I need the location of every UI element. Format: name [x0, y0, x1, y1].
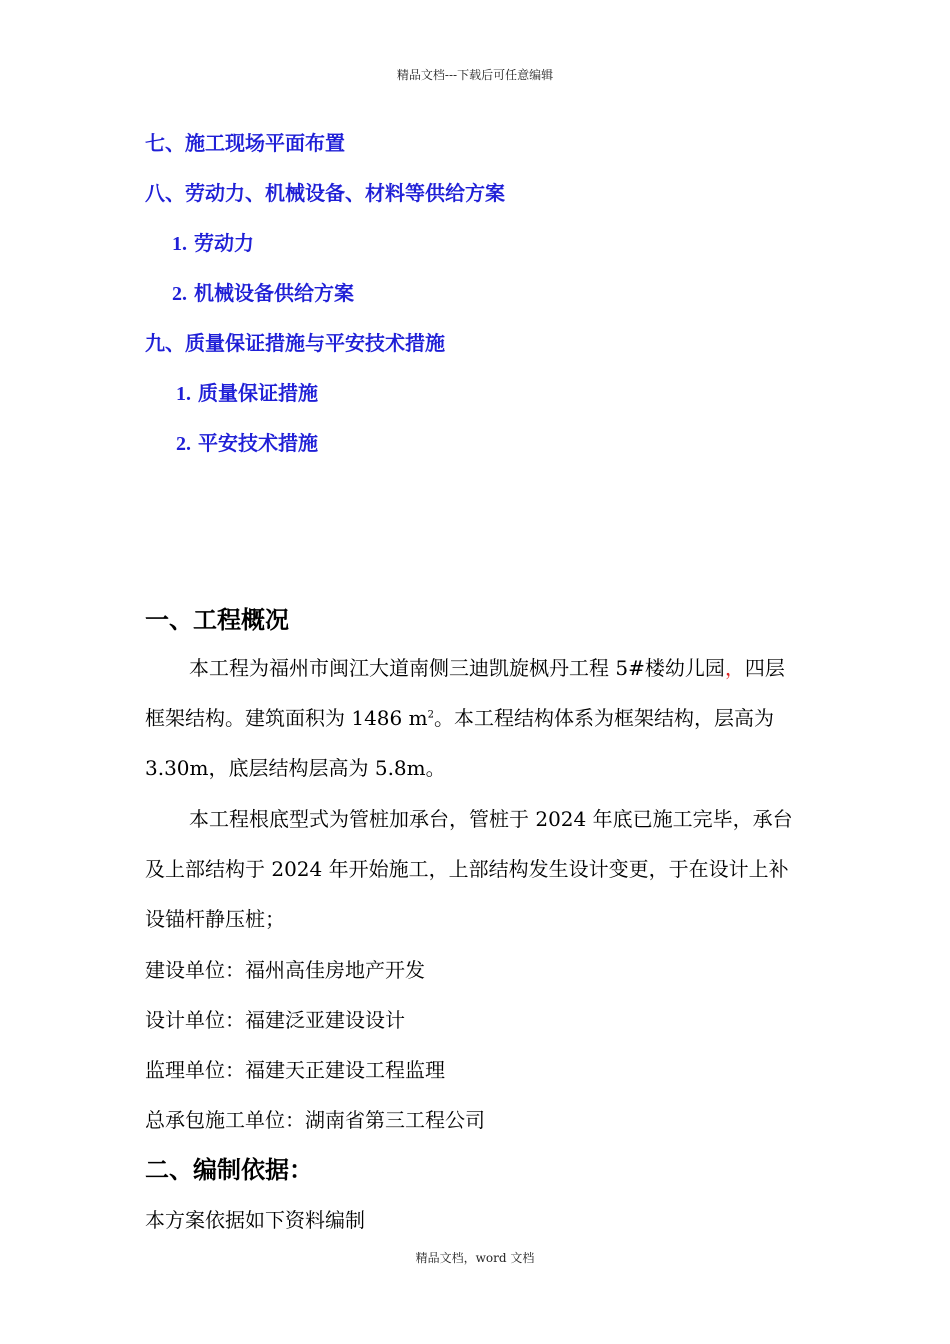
- compilation-basis-intro: 本方案依据如下资料编制: [145, 1208, 365, 1232]
- toc-item-8[interactable]: 八、劳动力、机械设备、材料等供给方案: [145, 181, 505, 205]
- toc-item-9-2-label: 平安技术措施: [197, 431, 318, 455]
- toc-item-9-2-number: 2.: [176, 433, 191, 455]
- toc-item-8-2-label: 机械设备供给方案: [193, 281, 354, 305]
- page-header-note: 精品文档---下载后可任意编辑: [396, 68, 554, 82]
- page-footer-note: 精品文档，word 文档: [415, 1251, 535, 1265]
- paragraph-line: 及上部结构于 2024 年开始施工，上部结构发生设计变更，于在设计上补: [145, 857, 789, 881]
- supervision-unit: 监理单位：福建天正建设工程监理: [145, 1058, 445, 1082]
- paragraph-foundation-description: [145, 794, 865, 944]
- toc-item-8-1-number: 1.: [172, 233, 187, 255]
- paragraph-line: 框架结构。建筑面积为 1486 $m^2$。本工程结构体系为框架结构，层高为: [145, 706, 774, 730]
- toc-item-9-1-label: 质量保证措施: [197, 381, 318, 405]
- toc-item-8-1[interactable]: [172, 230, 254, 257]
- construction-unit: 建设单位：福州高佳房地产开发: [145, 958, 425, 982]
- toc-item-8-2-number: 2.: [172, 283, 187, 305]
- section-heading-compilation-basis: 二、编制依据：: [145, 1155, 313, 1184]
- toc-item-9-1[interactable]: [176, 380, 318, 407]
- toc-item-9-1-number: 1.: [176, 383, 191, 405]
- paragraph-line: 本工程根底型式为管桩加承台，管桩于 2024 年底已施工完毕，承台: [189, 807, 793, 831]
- toc-item-9[interactable]: 九、质量保证措施与平安技术措施: [145, 331, 445, 355]
- toc-item-7[interactable]: 七、施工现场平面布置: [145, 131, 345, 155]
- general-contractor: 总承包施工单位：湖南省第三工程公司: [145, 1108, 485, 1132]
- design-unit: 设计单位：福建泛亚建设设计: [145, 1008, 405, 1032]
- paragraph-line: 3.30m，底层结构层高为 5.8m。: [145, 756, 446, 780]
- toc-item-9-2[interactable]: [176, 430, 318, 457]
- section-heading-project-overview: 一、工程概况: [145, 605, 289, 634]
- paragraph-line: 设锚杆静压桩；: [145, 907, 285, 931]
- paragraph-line: 本工程为福州市闽江大道南侧三迪凯旋枫丹工程 5#楼幼儿园，四层: [189, 656, 785, 680]
- toc-item-8-2[interactable]: [172, 280, 354, 307]
- toc-item-8-1-label: 劳动力: [193, 231, 254, 255]
- paragraph-project-description: [145, 643, 865, 793]
